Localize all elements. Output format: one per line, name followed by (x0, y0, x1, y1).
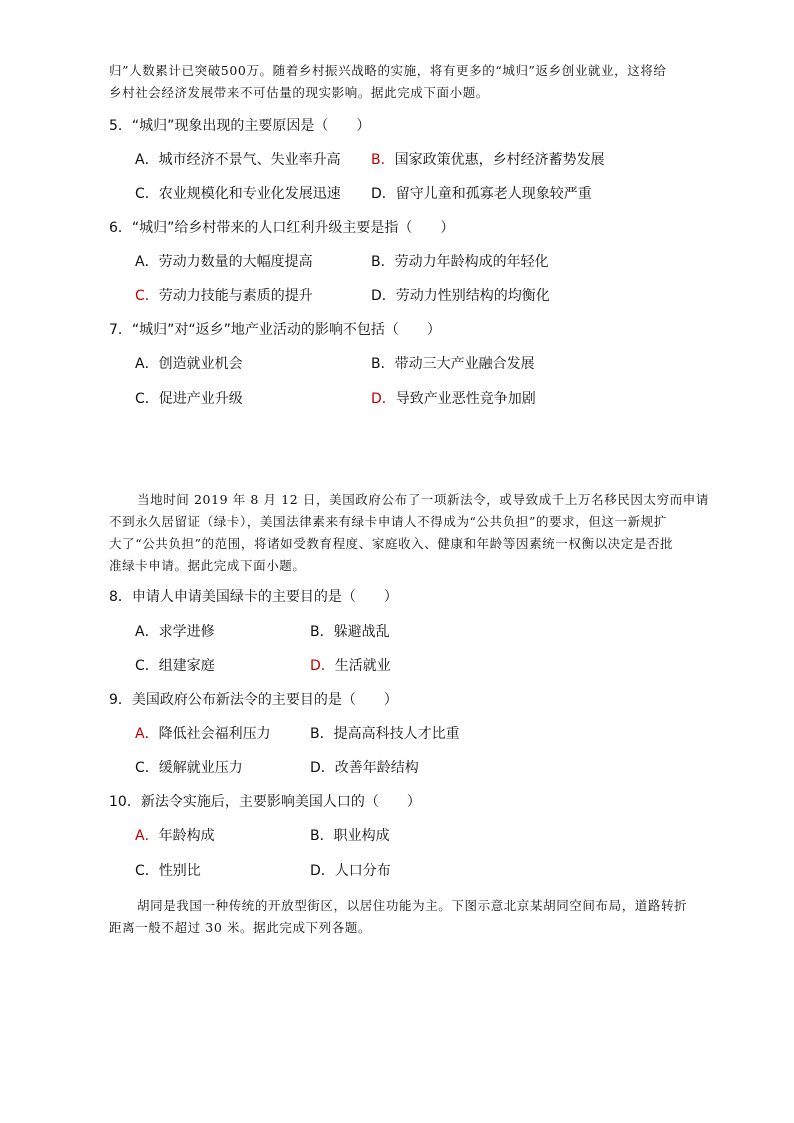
question-5-option-c (135, 184, 341, 204)
passage-line: 当地时间 2019 年 8 月 12 日，美国政府公布了一项新法令，或导致成千上万名移民因太穷而申请 (137, 492, 710, 507)
question-7-option-c (135, 389, 243, 409)
question-8-option-c (135, 656, 215, 676)
option-letter: C． (135, 288, 159, 304)
option-text: 生活就业 (334, 658, 391, 674)
option-letter: D． (310, 863, 335, 879)
option-text: 改善年龄结构 (334, 760, 419, 776)
question-7-option-b (371, 354, 535, 374)
option-text: 农业规模化和专业化发展迅速 (158, 186, 341, 202)
question-8-option-a (135, 622, 215, 642)
question-5-option-a (135, 150, 341, 170)
option-text: 求学进修 (158, 624, 215, 640)
option-text: 劳动力技能与素质的提升 (158, 288, 313, 304)
option-text: 导致产业恶性竞争加剧 (395, 391, 536, 407)
option-text: 带动三大产业融合发展 (394, 356, 535, 372)
option-text: 留守儿童和孤寡老人现象较严重 (395, 186, 592, 202)
option-text: 人口分布 (334, 863, 391, 879)
passage-line: 准绿卡申请。据此完成下面小题。 (109, 558, 306, 573)
option-letter: A． (135, 356, 159, 372)
option-text: 性别比 (158, 863, 201, 879)
option-letter: A． (135, 152, 159, 168)
question-10-option-d (310, 861, 391, 881)
question-6-option-d (371, 286, 550, 306)
option-letter: B． (310, 624, 334, 640)
option-letter: A． (135, 624, 159, 640)
option-text: 缓解就业压力 (158, 760, 243, 776)
option-text: 躲避战乱 (333, 624, 390, 640)
option-text: 职业构成 (333, 828, 390, 844)
question-9-option-d (310, 758, 419, 778)
question-8-option-d (310, 656, 391, 676)
question-5-option-b (371, 150, 605, 170)
option-text: 劳动力年龄构成的年轻化 (394, 254, 549, 270)
option-letter: C． (135, 391, 159, 407)
passage-urban-return (109, 60, 721, 104)
option-text: 国家政策优惠，乡村经济蓄势发展 (394, 152, 605, 168)
option-text: 年龄构成 (158, 828, 215, 844)
option-text: 创造就业机会 (158, 356, 243, 372)
passage-line: 距离一般不超过 30 米。据此完成下列各题。 (109, 920, 372, 935)
option-letter: A． (135, 726, 159, 742)
option-letter: C． (135, 863, 159, 879)
question-9-stem: 9．美国政府公布新法令的主要目的是（ ） (109, 692, 398, 708)
question-6-stem: 6．“城归”给乡村带来的人口红利升级主要是指（ ） (109, 220, 455, 236)
question-10-stem: 10．新法令实施后，主要影响美国人口的（ ） (109, 794, 421, 810)
question-9-option-b (310, 724, 460, 744)
question-7-option-a (135, 354, 243, 374)
option-letter: B． (371, 152, 395, 168)
passage-line: 大了“公共负担”的范围，将诸如受教育程度、家庭收入、健康和年龄等因素统一权衡以决定是否批 (109, 536, 674, 551)
option-letter: B． (310, 828, 334, 844)
question-7-stem: 7．“城归”对“返乡”地产业活动的影响不包括（ ） (109, 322, 441, 338)
option-letter: C． (135, 186, 159, 202)
option-letter: D． (310, 760, 335, 776)
question-7-option-d (371, 389, 536, 409)
question-6-option-c (135, 286, 313, 306)
passage-green-card (109, 489, 721, 577)
question-5-stem: 5．“城归”现象出现的主要原因是（ ） (109, 118, 371, 134)
option-text: 提高高科技人才比重 (333, 726, 460, 742)
option-letter: A． (135, 828, 159, 844)
question-10-option-a (135, 826, 215, 846)
option-text: 促进产业升级 (158, 391, 243, 407)
passage-hutong (109, 895, 721, 939)
question-10-option-b (310, 826, 390, 846)
option-letter: B． (371, 254, 395, 270)
option-letter: D． (371, 391, 396, 407)
question-9-option-a (135, 724, 271, 744)
option-letter: C． (135, 760, 159, 776)
question-9-option-c (135, 758, 243, 778)
question-6-option-a (135, 252, 313, 272)
passage-line: 乡村社会经济发展带来不可估量的现实影响。据此完成下面小题。 (109, 85, 489, 100)
option-text: 组建家庭 (158, 658, 215, 674)
question-6-option-b (371, 252, 549, 272)
question-8-stem: 8．申请人申请美国绿卡的主要目的是（ ） (109, 589, 398, 605)
option-letter: B． (371, 356, 395, 372)
option-text: 降低社会福利压力 (158, 726, 271, 742)
option-text: 劳动力性别结构的均衡化 (395, 288, 550, 304)
option-letter: B． (310, 726, 334, 742)
option-letter: A． (135, 254, 159, 270)
option-letter: D． (310, 658, 335, 674)
passage-line: 不到永久居留证（绿卡），美国法律素来有绿卡申请人不得成为“公共负担”的要求，但这一新规扩 (109, 514, 667, 529)
passage-line: 胡同是我国一种传统的开放型街区，以居住功能为主。下图示意北京某胡同空间布局，道路转折 (137, 898, 688, 913)
option-text: 城市经济不景气、失业率升高 (158, 152, 341, 168)
passage-line: 归”人数累计已突破500万。随着乡村振兴战略的实施，将有更多的“城归”返乡创业就业，这将给 (109, 63, 667, 78)
option-text: 劳动力数量的大幅度提高 (158, 254, 313, 270)
question-10-option-c (135, 861, 201, 881)
option-letter: D． (371, 288, 396, 304)
question-8-option-b (310, 622, 390, 642)
option-letter: D． (371, 186, 396, 202)
option-letter: C． (135, 658, 159, 674)
question-5-option-d (371, 184, 592, 204)
